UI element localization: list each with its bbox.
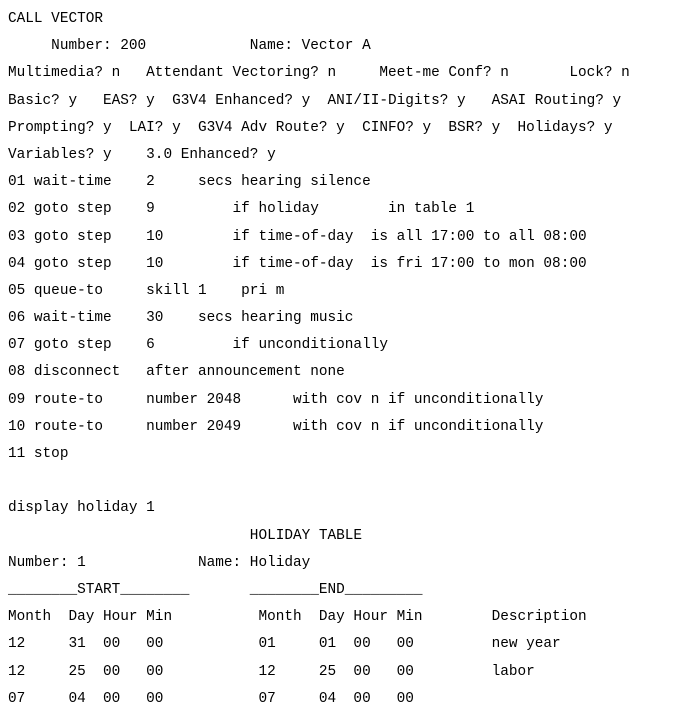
holiday-column-headers: Month Day Hour Min Month Day Hour Min Description bbox=[8, 609, 587, 626]
vector-flags-line-2: Basic? y EAS? y G3V4 Enhanced? y ANI/II-Digits? y ASAI Routing? y bbox=[8, 92, 622, 109]
holiday-table-title: HOLIDAY TABLE bbox=[8, 527, 363, 544]
vector-flags-line-4: Variables? y 3.0 Enhanced? y bbox=[8, 146, 276, 163]
vector-step-05: 05 queue-to skill 1 pri m bbox=[8, 282, 285, 299]
vector-step-08: 08 disconnect after announcement none bbox=[8, 364, 345, 381]
vector-step-10: 10 route-to number 2049 with cov n if unconditionally bbox=[8, 418, 544, 435]
vector-step-03: 03 goto step 10 if time-of-day is all 17:00 to all 08:00 bbox=[8, 228, 587, 245]
vector-step-02: 02 goto step 9 if holiday in table 1 bbox=[8, 201, 475, 218]
vector-number-name-line: Number: 200 Name: Vector A bbox=[8, 38, 371, 55]
holiday-row-new-year: 12 31 00 00 01 01 00 00 new year bbox=[8, 636, 561, 653]
holiday-start-end-header: ________START________ ________END_________ bbox=[8, 581, 423, 598]
blank-line bbox=[8, 468, 679, 495]
holiday-row-3: 07 04 00 00 07 04 00 00 bbox=[8, 690, 414, 707]
vector-step-07: 07 goto step 6 if unconditionally bbox=[8, 337, 388, 354]
holiday-row-labor: 12 25 00 00 12 25 00 00 labor bbox=[8, 663, 535, 680]
display-holiday-command: display holiday 1 bbox=[8, 500, 155, 517]
vector-flags-line-3: Prompting? y LAI? y G3V4 Adv Route? y CINFO? y BSR? y Holidays? y bbox=[8, 119, 613, 136]
vector-flags-line-1: Multimedia? n Attendant Vectoring? n Meet-me Conf? n Lock? n bbox=[8, 65, 630, 82]
vector-step-04: 04 goto step 10 if time-of-day is fri 17:00 to mon 08:00 bbox=[8, 255, 587, 272]
vector-step-09: 09 route-to number 2048 with cov n if unconditionally bbox=[8, 391, 544, 408]
call-vector-title: CALL VECTOR bbox=[8, 11, 103, 27]
vector-step-11: 11 stop bbox=[8, 446, 69, 462]
vector-step-06: 06 wait-time 30 secs hearing music bbox=[8, 310, 354, 327]
holiday-number-name-line: Number: 1 Name: Holiday bbox=[8, 554, 311, 571]
vector-step-01: 01 wait-time 2 secs hearing silence bbox=[8, 174, 371, 191]
